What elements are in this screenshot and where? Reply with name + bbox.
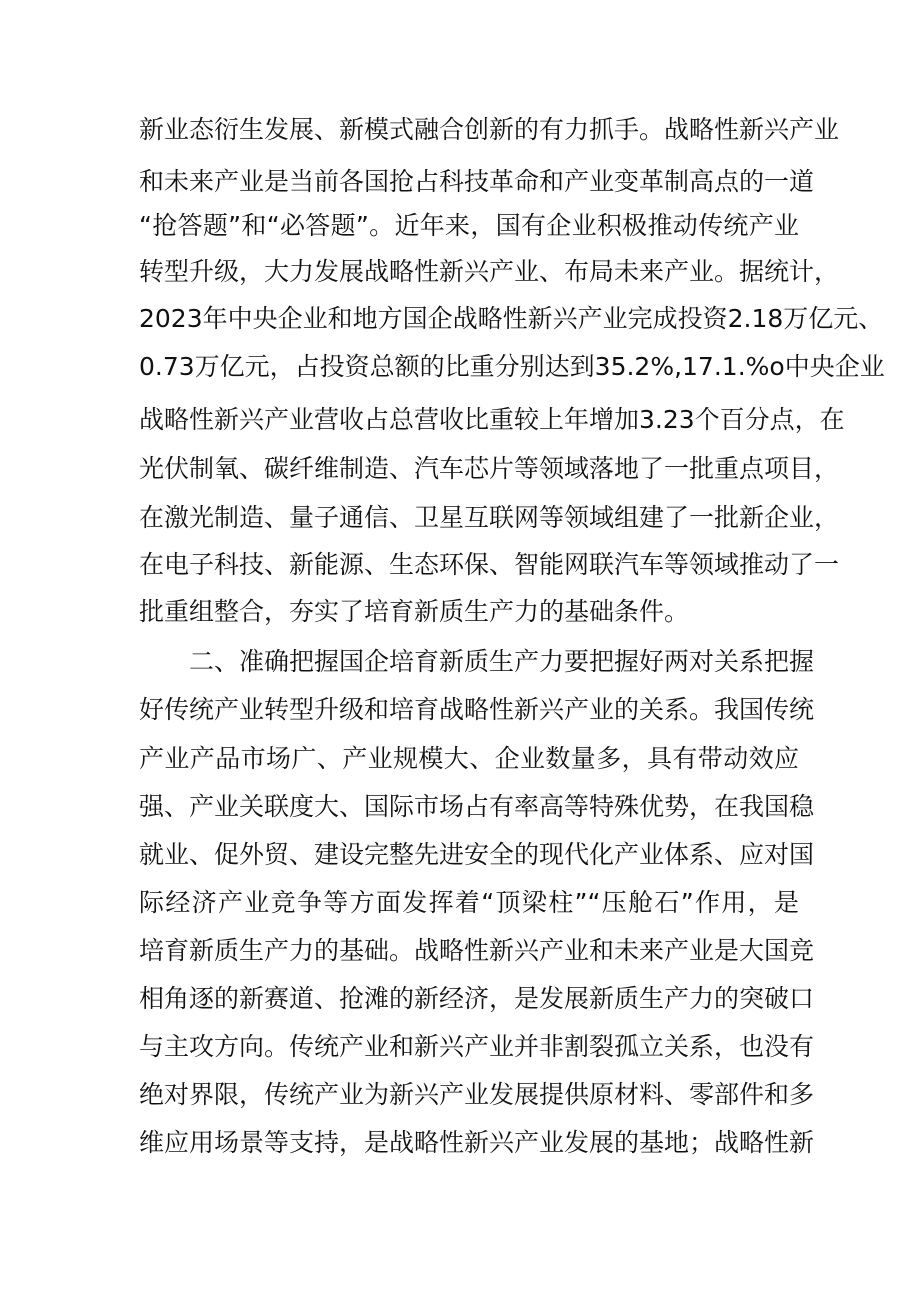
- text-line-2: 和未来产业是当前各国抢占科技革命和产业变革制高点的一道: [139, 167, 815, 196]
- text-line-6: 0.73万亿元，占投资总额的比重分别达到35.2%,17.1.%o中央企业: [139, 352, 885, 381]
- text-line-5: 2023年中央企业和地方国企战略性新兴产业完成投资2.18万亿元、: [139, 304, 884, 333]
- section-heading: 二、准确把握国企培育新质生产力要把握好两对关系把握: [189, 647, 815, 676]
- text-line-19: 相角逐的新赛道、抢滩的新经济，是发展新质生产力的突破口: [139, 984, 815, 1013]
- text-line-20: 与主攻方向。传统产业和新兴产业并非割裂孤立关系，也没有: [139, 1032, 815, 1061]
- text-line-7: 战略性新兴产业营收占总营收比重较上年增加3.23个百分点，在: [139, 405, 845, 434]
- text-line-10: 在电子科技、新能源、生态环保、智能网联汽车等领域推动了一: [139, 550, 840, 579]
- text-line-22: 维应用场景等支持，是战略性新兴产业发展的基地；战略性新: [139, 1128, 815, 1157]
- text-line-9: 在激光制造、量子通信、卫星互联网等领域组建了一批新企业，: [139, 503, 840, 532]
- text-line-4: 转型升级，大力发展战略性新兴产业、布局未来产业。据统计，: [139, 257, 840, 286]
- text-line-1: 新业态衍生发展、新模式融合创新的有力抓手。战略性新兴产业: [139, 115, 840, 144]
- text-line-13: 好传统产业转型升级和培育战略性新兴产业的关系。我国传统: [139, 695, 815, 724]
- text-line-18: 培育新质生产力的基础。战略性新兴产业和未来产业是大国竞: [139, 936, 815, 965]
- text-line-3: “抢答题”和“必答题”。近年来，国有企业积极推动传统产业: [139, 211, 799, 240]
- text-line-21: 绝对界限，传统产业为新兴产业发展提供原材料、零部件和多: [139, 1080, 815, 1109]
- text-line-16: 就业、促外贸、建设完整先进安全的现代化产业体系、应对国: [139, 840, 815, 869]
- text-line-14: 产业产品市场广、产业规模大、企业数量多，具有带动效应: [139, 744, 799, 773]
- text-line-11: 批重组整合，夯实了培育新质生产力的基础条件。: [139, 597, 690, 626]
- text-line-17: 际经济产业竞争等方面发挥着“顶梁柱”“压舱石”作用，是: [139, 888, 799, 917]
- text-line-15: 强、产业关联度大、国际市场占有率高等特殊优势，在我国稳: [139, 792, 815, 821]
- text-line-8: 光伏制氧、碳纤维制造、汽车芯片等领域落地了一批重点项目，: [139, 454, 840, 483]
